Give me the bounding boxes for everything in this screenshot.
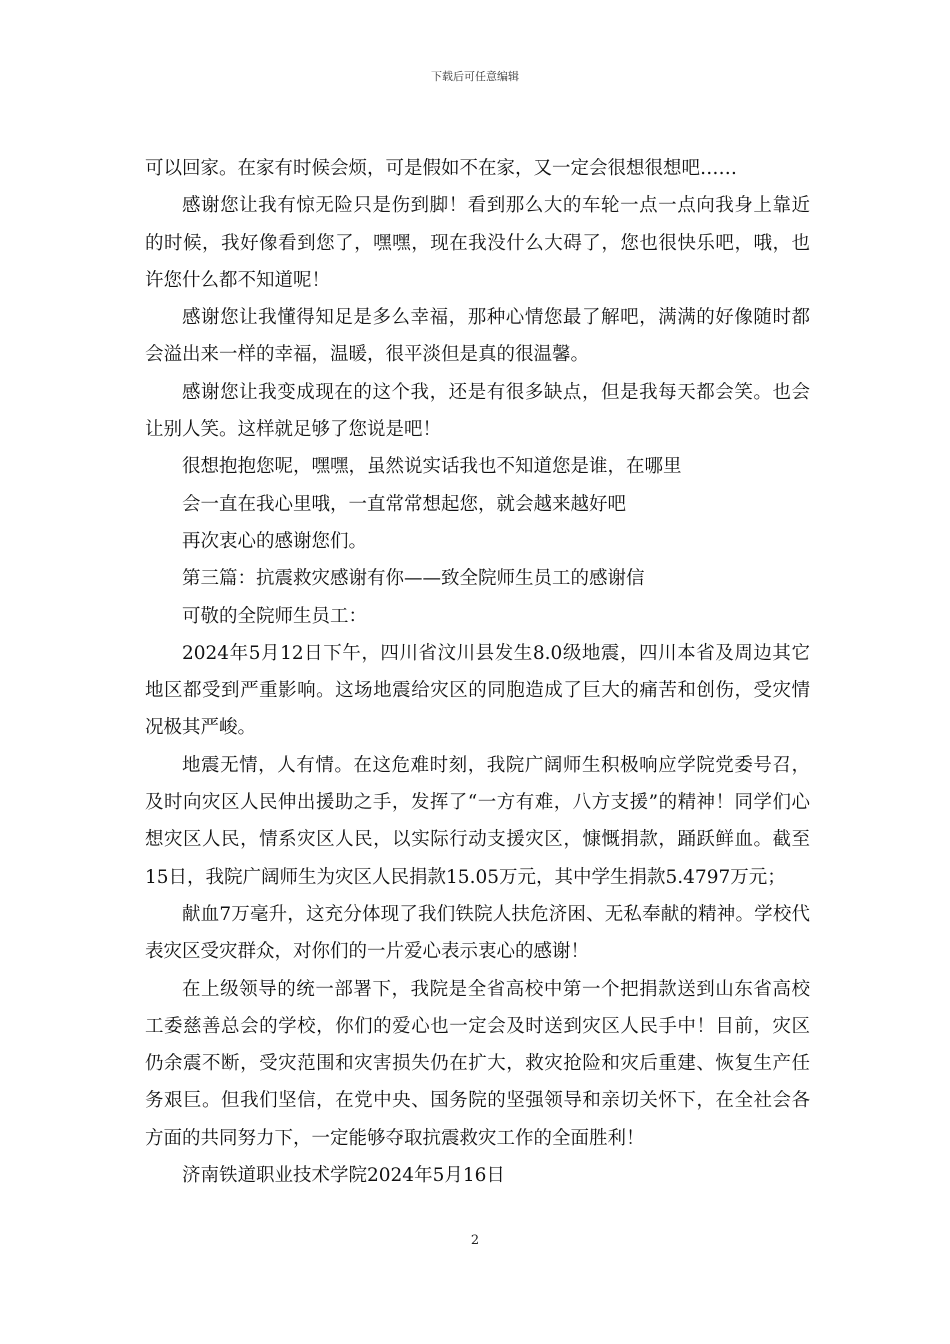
paragraph-blood-donation: 献血7万毫升，这充分体现了我们铁院人扶危济困、无私奉献的精神。学校代表灾区受灾群众，对你们的一片爱心表示衷心的感谢！	[145, 903, 810, 963]
paragraph-thanks-self: 感谢您让我变成现在的这个我，还是有很多缺点，但是我每天都会笑。也会让别人笑。这样就足够了您说是吧！	[145, 381, 810, 441]
paragraph-donations: 地震无情，人有情。在这危难时刻，我院广阔师生积极响应学院党委号召，及时向灾区人民伸出援助之手，发挥了“一方有难，八方支援”的精神！同学们心想灾区人民，情系灾区人民，以实际行动支援灾区，慷慨捐款，踊跃鲜血。截至15日，我院广阔师生为灾区人民捐款15.05万元，其中学生捐款5.4797万元；	[145, 754, 810, 888]
paragraph-thanks-foot: 感谢您让我有惊无险只是伤到脚！看到那么大的车轮一点一点向我身上靠近的时候，我好像看到您了，嘿嘿，现在我没什么大碍了，您也很快乐吧，哦，也许您什么都不知道呢！	[145, 195, 810, 291]
paragraph-relief-work: 在上级领导的统一部署下，我院是全省高校中第一个把捐款送到山东省高校工委慈善总会的学校，你们的爱心也一定会及时送到灾区人民手中！目前，灾区仍余震不断，受灾范围和灾害损失仍在扩大，救灾抢险和灾后重建、恢复生产任务艰巨。但我们坚信，在党中央、国务院的坚强领导和亲切关怀下，在全社会各方面的共同努力下，一定能够夺取抗震救灾工作的全面胜利！	[145, 978, 810, 1149]
paragraph-thanks-contentment: 感谢您让我懂得知足是多么幸福，那种心情您最了解吧，满满的好像随时都会溢出来一样的幸福，温暖，很平淡但是真的很温馨。	[145, 307, 810, 366]
page-header-note: 下载后可任意编辑	[431, 70, 519, 83]
letter-salutation: 可敬的全院师生员工：	[182, 605, 368, 627]
paragraph-continuation: 可以回家。在家有时候会烦，可是假如不在家，又一定会很想很想吧……	[145, 158, 738, 179]
letter-signature: 济南铁道职业技术学院2024年5月16日	[182, 1165, 505, 1187]
section-title: 第三篇：抗震救灾感谢有你——致全院师生员工的感谢信	[182, 568, 645, 590]
paragraph-hug: 很想抱抱您呢，嘿嘿，虽然说实话我也不知道您是谁，在哪里	[182, 456, 682, 478]
paragraph-earthquake: 2024年5月12日下午，四川省汶川县发生8.0级地震，四川本省及周边其它地区都受到严重影响。这场地震给灾区的同胞造成了巨大的痛苦和创伤，受灾情况极其严峻。	[145, 642, 810, 739]
paragraph-remember: 会一直在我心里哦，一直常常想起您，就会越来越好吧	[182, 493, 627, 515]
paragraph-thanks-again: 再次衷心的感谢您们。	[182, 530, 368, 552]
document-body	[145, 150, 810, 1194]
page-number: 2	[470, 1233, 480, 1248]
